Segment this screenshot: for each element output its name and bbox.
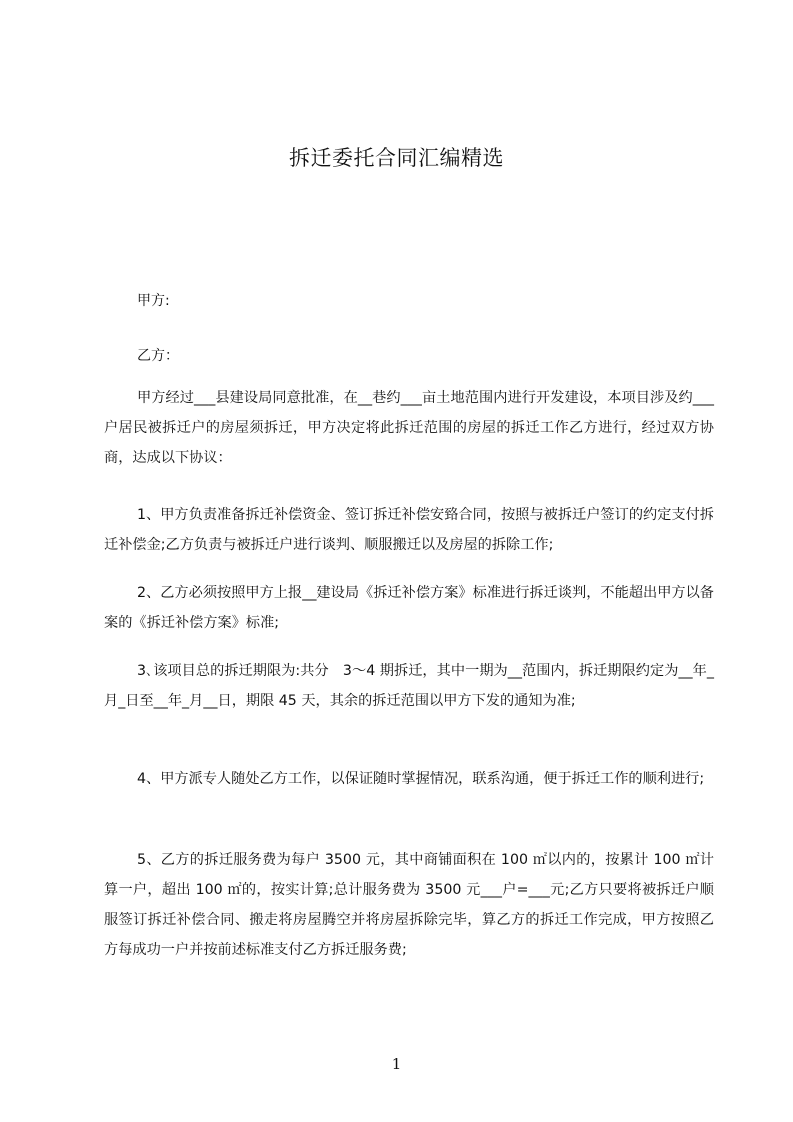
clause-5-paragraph: 5、乙方的拆迁服务费为每户 3500 元，其中商铺面积在 100 ㎡以内的，按累计 100 ㎡计算一户，超出 100 ㎡的，按实计算;总计服务费为 3500 元___户=___元;乙方只要将被拆迁户顺服签订拆迁补偿合同、搬走将房屋腾空并将房屋拆除完毕，算乙方的拆迁工作完成，甲方按照乙方每成功一户并按前述标准支付乙方拆迁服务费;	[104, 852, 714, 958]
clause-2-paragraph: 2、乙方必须按照甲方上报__建设局《拆迁补偿方案》标准进行拆迁谈判，不能超出甲方以备案的《拆迁补偿方案》标准;	[104, 585, 714, 631]
clause-4-paragraph: 4、甲方派专人随处乙方工作，以保证随时掌握情况，联系沟通，便于拆迁工作的顺利进行;	[137, 771, 705, 787]
page-number: 1	[391, 1055, 402, 1073]
party-a-label: 甲方:	[137, 293, 170, 309]
party-b-label: 乙方：	[137, 348, 179, 364]
document-title: 拆迁委托合同汇编精选	[289, 146, 504, 170]
clause-1-paragraph: 1、甲方负责准备拆迁补偿资金、签订拆迁补偿安臵合同，按照与被拆迁户签订的约定支付拆迁补偿金;乙方负责与被拆迁户进行谈判、顺服搬迁以及房屋的拆除工作;	[104, 507, 714, 553]
clause-3-paragraph: 3､该项目总的拆迁期限为:共分 3～4 期拆迁，其中一期为__范围内，拆迁期限约定为__年_月_日至__年_月__日，期限 45 天，其余的拆迁范围以甲方下发的通知为准;	[104, 663, 714, 709]
intro-paragraph: 甲方经过___县建设局同意批准，在__巷约___亩土地范围内进行开发建设，本项目涉及约___户居民被拆迁户的房屋须拆迁，甲方决定将此拆迁范围的房屋的拆迁工作乙方进行，经过双方协商，达成以下协议：	[104, 390, 714, 466]
